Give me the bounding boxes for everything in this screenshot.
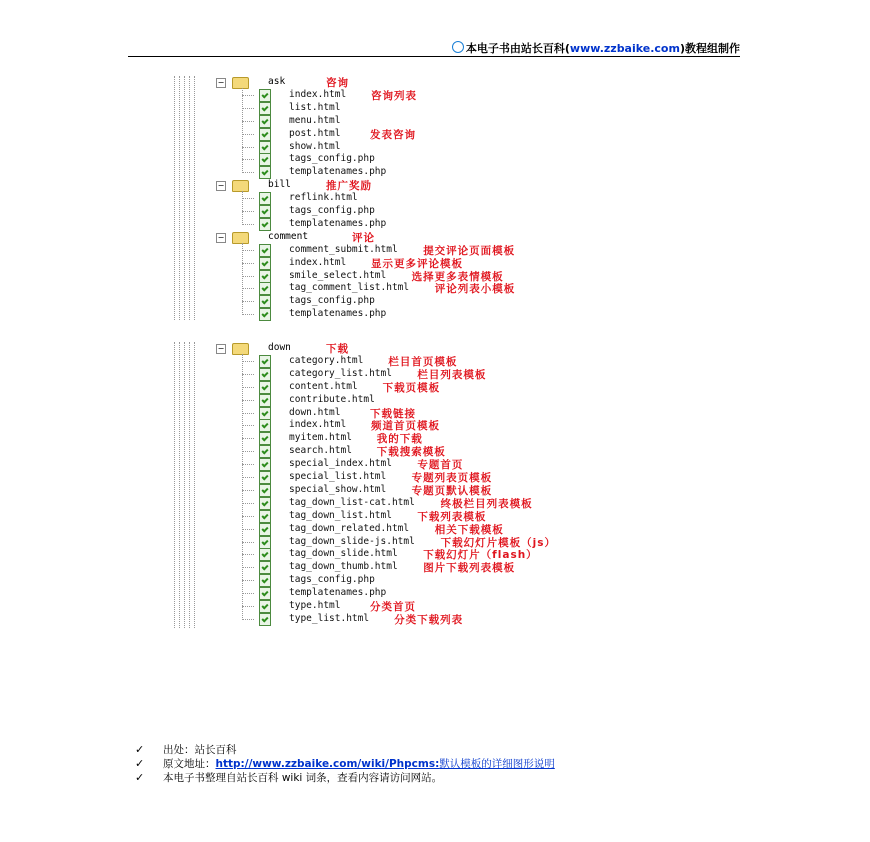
tree-connector — [242, 451, 254, 452]
header-suffix: )教程组制作 — [679, 42, 740, 55]
file-check-icon — [259, 153, 271, 166]
file-check-icon — [259, 308, 271, 321]
file-name: down.html — [289, 406, 341, 418]
file-check-icon — [259, 523, 271, 536]
tree-connector — [242, 554, 254, 555]
file-annotation: 评论列表小模板 — [434, 283, 516, 296]
tree-connector — [242, 593, 254, 594]
file-check-icon — [259, 257, 271, 270]
file-row[interactable] — [170, 257, 610, 270]
folder-name: comment — [268, 230, 309, 242]
file-row[interactable] — [170, 270, 610, 283]
file-row[interactable] — [170, 102, 610, 115]
folder-name: ask — [268, 76, 286, 87]
file-name: tags_config.php — [289, 295, 375, 307]
tree-connector — [242, 374, 254, 375]
tree-connector — [242, 580, 254, 581]
tree-connector — [242, 134, 254, 135]
file-check-icon — [259, 497, 271, 510]
file-check-icon — [259, 484, 271, 497]
file-name: category_list.html — [289, 367, 392, 379]
file-check-icon — [259, 419, 271, 432]
file-annotation: 图片下载列表模板 — [423, 562, 516, 575]
file-check-icon — [259, 244, 271, 257]
file-check-icon — [259, 218, 271, 231]
file-name: index.html — [289, 256, 347, 268]
header-text — [452, 40, 740, 56]
file-row[interactable] — [170, 445, 610, 458]
file-row[interactable] — [170, 308, 610, 321]
file-name: tags_config.php — [289, 574, 375, 586]
file-row[interactable] — [170, 295, 610, 308]
file-name: templatenames.php — [289, 587, 387, 599]
tree-connector — [242, 191, 243, 225]
file-row[interactable] — [170, 218, 610, 231]
file-annotation: 下载幻灯片（flash） — [423, 549, 538, 562]
file-row[interactable] — [170, 205, 610, 218]
file-check-icon — [259, 536, 271, 549]
zzbaike-logo-icon — [452, 41, 464, 53]
file-row[interactable] — [170, 613, 610, 626]
file-annotation: 分类下载列表 — [394, 613, 464, 626]
folder-icon — [232, 232, 249, 244]
file-row[interactable] — [170, 574, 610, 587]
folder-name: down — [268, 342, 291, 353]
footer-source — [135, 743, 555, 757]
folder-name: bill — [268, 179, 291, 191]
tree-connector — [242, 224, 254, 225]
collapse-toggle-icon[interactable]: − — [217, 232, 225, 242]
file-check-icon — [259, 295, 271, 308]
file-row[interactable] — [170, 600, 610, 613]
file-check-icon — [259, 102, 271, 115]
tree-connector — [242, 211, 254, 212]
page-header — [128, 40, 740, 57]
original-url-title[interactable]: 默认模板的详细图形说明 — [439, 758, 555, 770]
file-annotation: 栏目首页模板 — [388, 355, 458, 368]
file-annotation: 下载链接 — [370, 407, 416, 420]
folder-annotation: 咨询 — [326, 77, 349, 89]
tree-connector — [242, 250, 254, 251]
footer-original — [135, 757, 555, 771]
file-name: smile_select.html — [289, 269, 387, 281]
original-label: 原文地址： — [163, 758, 216, 770]
collapse-toggle-icon[interactable]: − — [217, 78, 225, 87]
tree-connector — [242, 529, 254, 530]
file-row[interactable] — [170, 153, 610, 166]
file-name: tag_down_slide.html — [289, 548, 398, 560]
file-check-icon — [259, 587, 271, 600]
file-row[interactable] — [170, 192, 610, 205]
folder-annotation: 下载 — [326, 343, 349, 355]
tree-connector — [242, 95, 254, 96]
file-check-icon — [259, 368, 271, 381]
file-row[interactable] — [170, 381, 610, 394]
file-row[interactable] — [170, 471, 610, 484]
file-row[interactable] — [170, 548, 610, 561]
file-name: tag_down_related.html — [289, 522, 410, 534]
file-name: tags_config.php — [289, 205, 375, 216]
file-row[interactable] — [170, 128, 610, 141]
file-annotation: 下载页模板 — [382, 381, 441, 394]
folder-icon — [232, 180, 249, 192]
tree-connector — [242, 387, 254, 388]
file-name: index.html — [289, 88, 347, 100]
tree-connector — [242, 567, 254, 568]
file-row[interactable] — [170, 561, 610, 574]
tree-connector — [242, 606, 254, 607]
file-row[interactable] — [170, 497, 610, 510]
file-name: tag_down_thumb.html — [289, 561, 398, 573]
file-annotation: 咨询列表 — [371, 89, 417, 102]
file-check-icon — [259, 407, 271, 420]
tree-connector — [242, 464, 254, 465]
file-check-icon — [259, 471, 271, 484]
file-annotation: 下载列表模板 — [417, 510, 487, 523]
file-check-icon — [259, 381, 271, 394]
tree-connector — [242, 314, 254, 315]
file-annotation: 提交评论页面模板 — [423, 244, 516, 257]
file-check-icon — [259, 166, 271, 179]
file-annotation: 专题列表页模板 — [411, 472, 493, 484]
tree-connector — [242, 425, 254, 426]
file-row[interactable] — [170, 166, 610, 179]
file-check-icon — [259, 510, 271, 523]
file-name: tags_config.php — [289, 153, 375, 165]
tree-connector — [242, 263, 254, 264]
file-annotation: 频道首页模板 — [371, 420, 440, 433]
folder-icon — [232, 343, 249, 355]
original-url-link[interactable]: http://www.zzbaike.com/wiki/Phpcms: — [215, 758, 440, 770]
template-tree-2 — [170, 342, 610, 628]
file-row[interactable] — [170, 484, 610, 497]
collapse-toggle-icon[interactable]: − — [217, 344, 225, 353]
file-annotation: 相关下载模板 — [434, 523, 504, 536]
folder-icon — [232, 77, 249, 89]
file-name: special_list.html — [289, 471, 387, 482]
source-text: 出处：站长百科 — [163, 744, 237, 756]
tree-connector — [242, 159, 254, 160]
file-check-icon — [259, 432, 271, 445]
file-check-icon — [259, 270, 271, 283]
tree-connector — [242, 301, 254, 302]
file-check-icon — [259, 115, 271, 128]
header-prefix: 本电子书由站长百科( — [465, 42, 570, 55]
tree-connector — [242, 413, 254, 414]
tree-connector — [242, 121, 254, 122]
tree-connector — [242, 438, 254, 439]
file-check-icon — [259, 613, 271, 626]
file-annotation: 分类首页 — [370, 601, 416, 613]
checkmark-icon: ✓ — [135, 743, 145, 756]
file-name: show.html — [289, 140, 341, 152]
file-name: type.html — [289, 600, 341, 611]
tree-connector — [242, 542, 254, 543]
file-row[interactable] — [170, 89, 610, 102]
file-check-icon — [259, 128, 271, 141]
file-name: tag_down_slide-js.html — [289, 535, 415, 547]
file-check-icon — [259, 141, 271, 154]
file-name: content.html — [289, 380, 358, 392]
tree-connector — [242, 288, 254, 289]
collapse-toggle-icon[interactable]: − — [217, 181, 225, 191]
file-name: myitem.html — [289, 432, 352, 444]
folder-annotation: 评论 — [352, 231, 375, 244]
tree-connector — [242, 172, 254, 173]
file-name: templatenames.php — [289, 166, 387, 178]
file-name: reflink.html — [289, 192, 358, 204]
tree-connector — [242, 276, 254, 277]
file-annotation: 终极栏目列表模板 — [440, 497, 533, 510]
tree-connector — [242, 477, 254, 478]
file-name: menu.html — [289, 114, 341, 126]
file-name: templatenames.php — [289, 308, 387, 320]
tree-connector — [242, 361, 254, 362]
footer-note — [135, 771, 555, 785]
file-annotation: 下载搜索模板 — [376, 446, 446, 459]
file-check-icon — [259, 445, 271, 458]
tree-connector — [242, 516, 254, 517]
file-row[interactable] — [170, 510, 610, 523]
file-check-icon — [259, 205, 271, 218]
file-check-icon — [259, 548, 271, 561]
footer — [135, 743, 555, 785]
file-annotation: 下载幻灯片模板（js） — [440, 536, 556, 549]
file-check-icon — [259, 600, 271, 613]
folder-row-comment[interactable] — [170, 231, 610, 244]
file-name: special_show.html — [289, 483, 387, 495]
tree-connector — [242, 490, 254, 491]
file-name: category.html — [289, 354, 364, 366]
file-annotation: 栏目列表模板 — [417, 368, 487, 381]
file-name: special_index.html — [289, 458, 392, 470]
file-check-icon — [259, 192, 271, 205]
tree-connector — [242, 147, 254, 148]
file-row[interactable] — [170, 458, 610, 471]
file-annotation: 我的下载 — [376, 433, 423, 446]
file-check-icon — [259, 574, 271, 587]
file-name: templatenames.php — [289, 217, 387, 229]
file-annotation: 专题页默认模板 — [411, 484, 493, 497]
file-annotation: 发表咨询 — [370, 128, 416, 141]
file-row[interactable] — [170, 282, 610, 295]
file-annotation: 显示更多评论模板 — [371, 257, 463, 270]
tree-connector — [242, 243, 243, 315]
file-name: type_list.html — [289, 612, 370, 624]
template-tree-1 — [170, 76, 610, 320]
file-check-icon — [259, 282, 271, 295]
tree-connector — [242, 354, 243, 620]
tree-connector — [242, 108, 254, 109]
file-name: list.html — [289, 101, 341, 113]
file-check-icon — [259, 458, 271, 471]
file-name: search.html — [289, 445, 352, 457]
tree-connector — [242, 198, 254, 199]
file-check-icon — [259, 355, 271, 368]
file-name: comment_submit.html — [289, 243, 398, 255]
file-row[interactable] — [170, 355, 610, 368]
file-check-icon — [259, 89, 271, 102]
file-annotation: 专题首页 — [417, 459, 464, 472]
file-name: post.html — [289, 127, 341, 139]
tree-connector — [242, 503, 254, 504]
file-annotation: 选择更多表情模板 — [411, 270, 504, 283]
note-text: 本电子书整理自站长百科 wiki 词条，查看内容请访问网站。 — [163, 772, 443, 784]
tree-connector — [242, 400, 254, 401]
checkmark-icon: ✓ — [135, 771, 145, 784]
file-name: tag_down_list.html — [289, 509, 392, 521]
file-name: contribute.html — [289, 393, 375, 405]
checkmark-icon: ✓ — [135, 757, 145, 770]
tree-connector — [242, 88, 243, 173]
folder-row-bill[interactable] — [170, 179, 610, 192]
file-check-icon — [259, 394, 271, 407]
tree-connector — [242, 619, 254, 620]
file-row[interactable] — [170, 536, 610, 549]
file-name: tag_comment_list.html — [289, 282, 410, 294]
folder-annotation: 推广奖励 — [326, 180, 372, 193]
file-check-icon — [259, 561, 271, 574]
file-name: index.html — [289, 419, 347, 431]
file-name: tag_down_list-cat.html — [289, 496, 415, 508]
header-url: www.zzbaike.com — [569, 42, 680, 55]
file-row[interactable] — [170, 141, 610, 154]
